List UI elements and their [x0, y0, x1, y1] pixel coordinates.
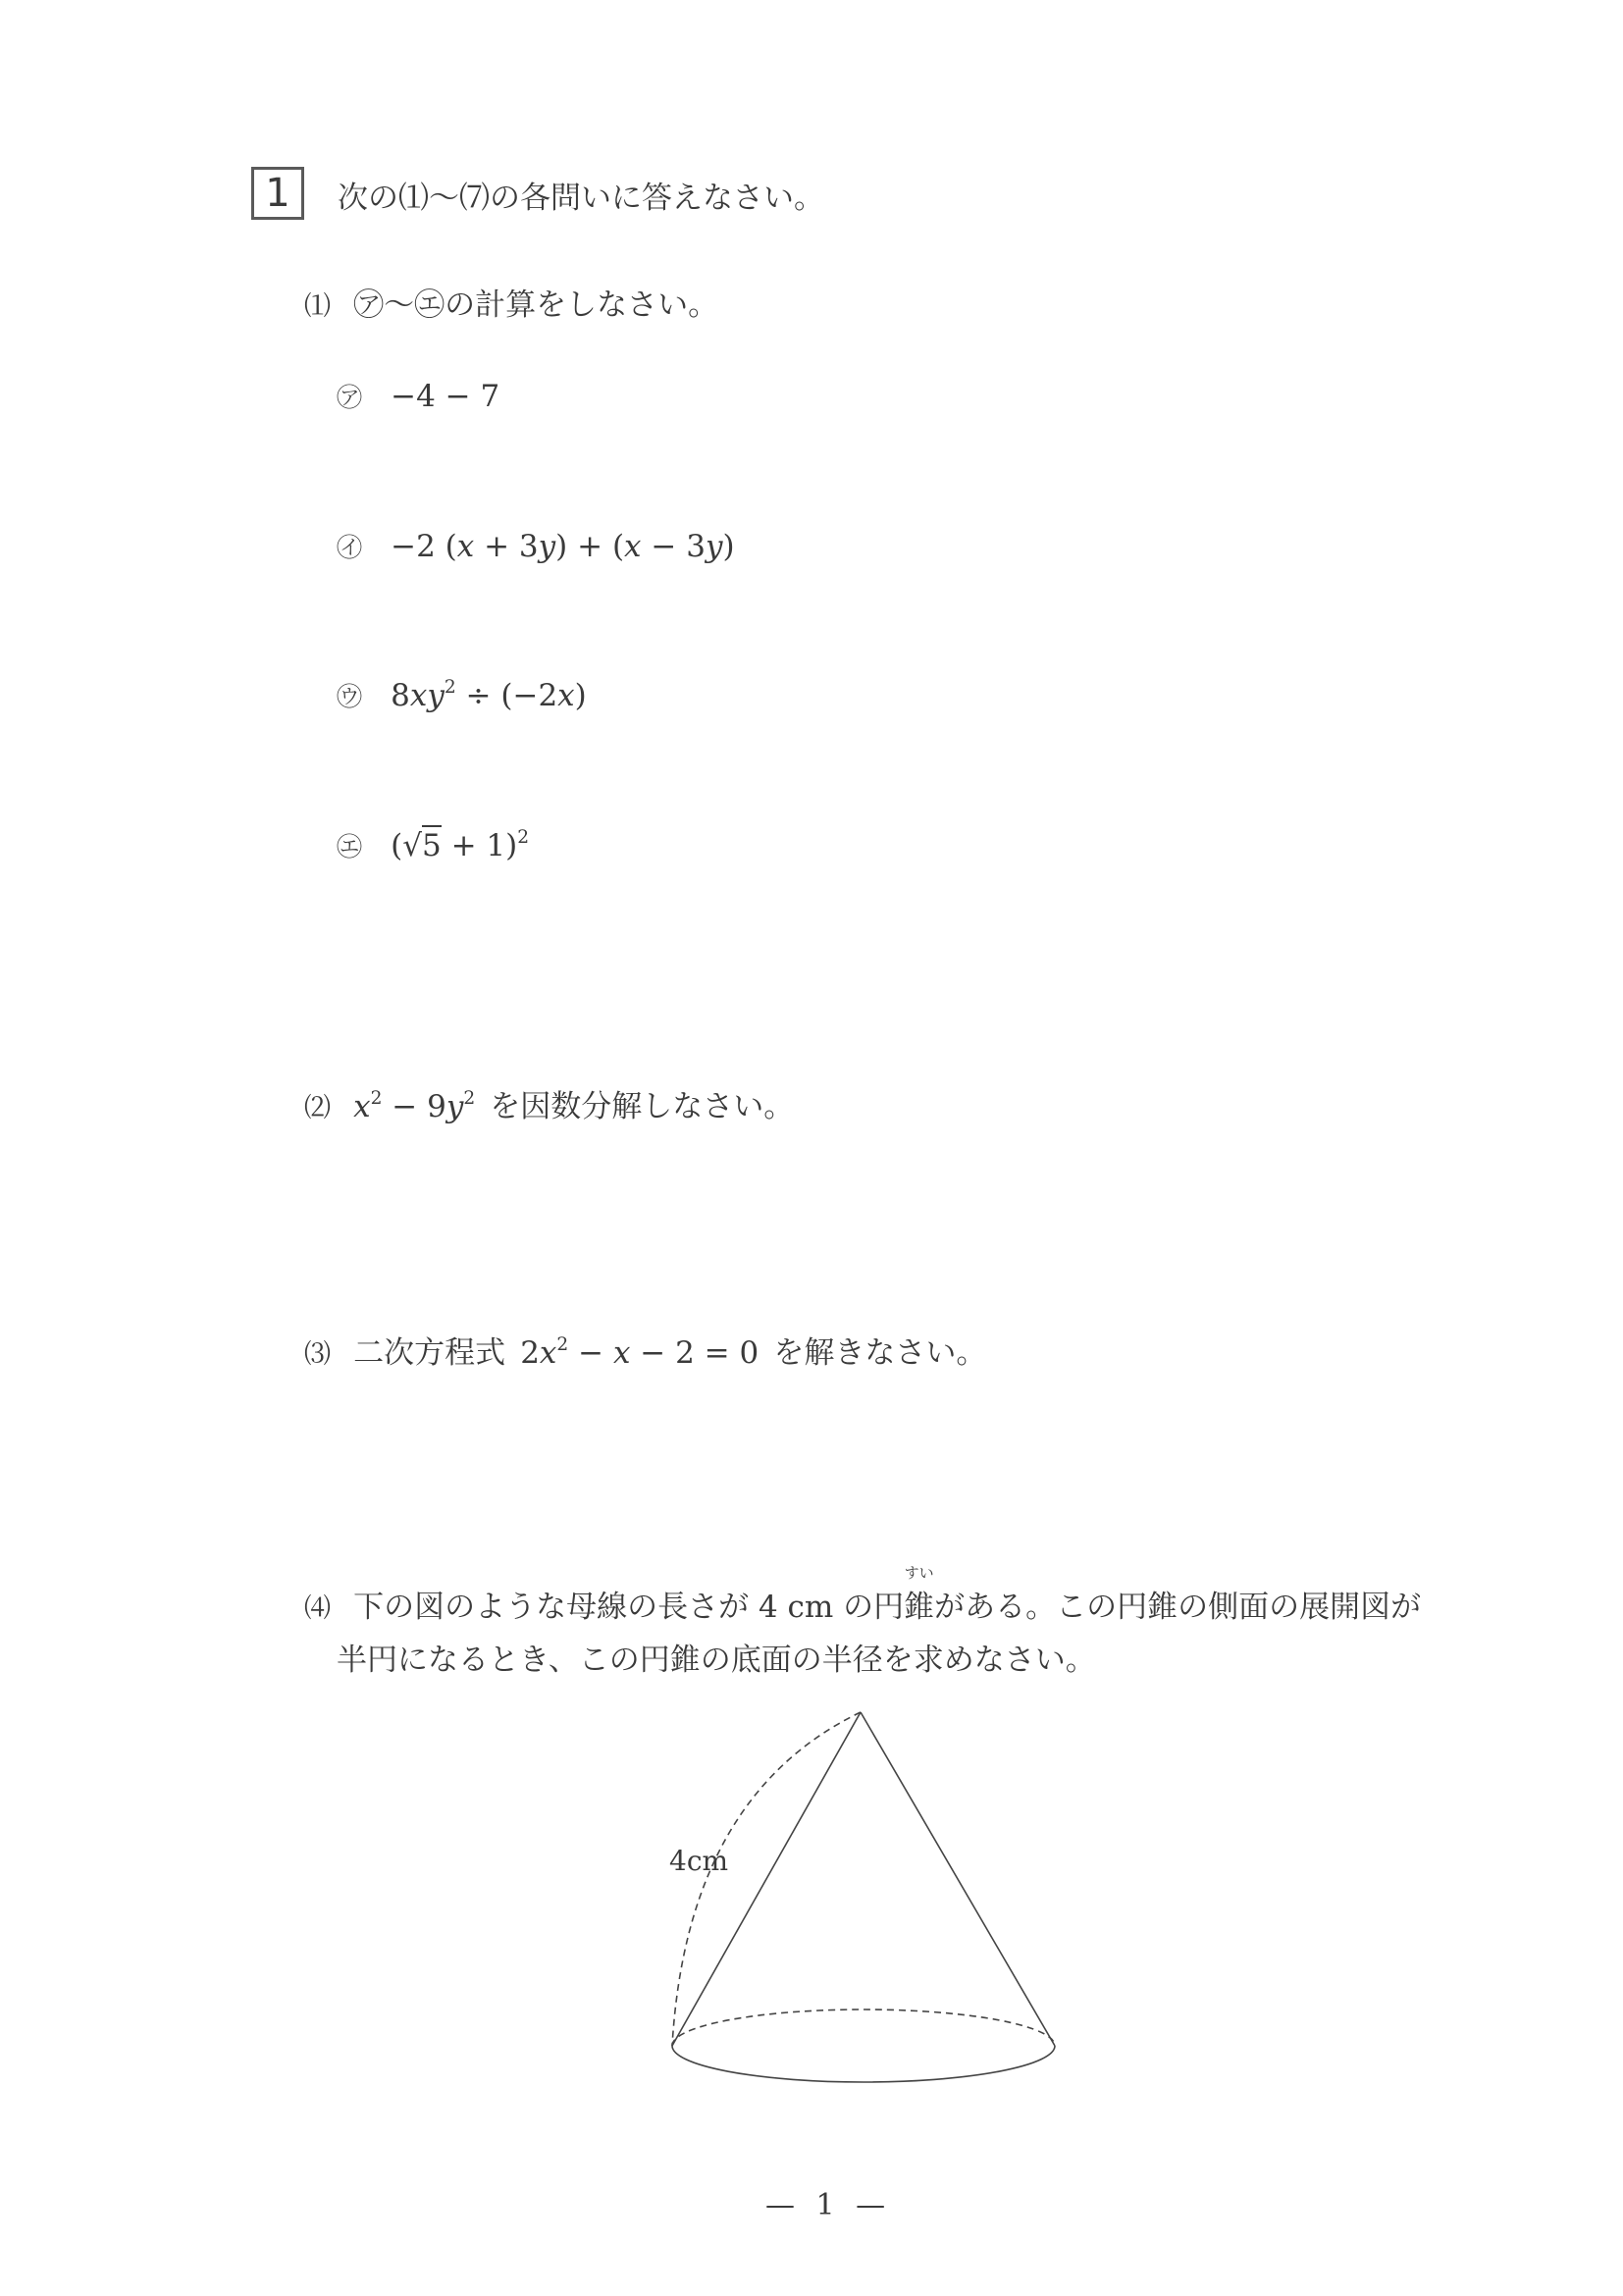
q1-item-c-expr: $8xy^2 \div (-2x)$: [391, 676, 587, 713]
q3-equation: $2x^2 - x - 2 = 0$: [520, 1333, 759, 1371]
q1-item-b-label: ㋑: [337, 534, 363, 563]
q1-header: [304, 280, 718, 324]
q1-text: ㋐〜㋓の計算をしなさい。: [353, 287, 719, 323]
q3-label: ⑶: [304, 1339, 331, 1370]
cone-right-edge: [861, 1712, 1055, 2046]
q4-kanji: 錐: [904, 1590, 935, 1625]
q1-item-d-label: ㋓: [337, 833, 363, 862]
question-instruction: 次の⑴〜⑺の各問いに答えなさい。: [338, 181, 824, 216]
q1-item-d-expr: $(√5 + 1)^2$: [391, 826, 530, 863]
q2: [304, 1081, 794, 1125]
q1-item-b-expr: −2 (x + 3y) + (x − 3y): [391, 529, 735, 564]
q2-label: ⑵: [304, 1093, 331, 1123]
q1-item-c: [337, 677, 587, 713]
q1-label: ⑴: [304, 291, 331, 322]
q4-line1: [304, 1564, 1422, 1626]
q3-text-before: 二次方程式: [353, 1335, 506, 1371]
q1-item-d: [337, 827, 529, 863]
page-number: — 1 —: [765, 2188, 892, 2222]
q4-text-a: 下の図のような母線の長さが 4 cm の円: [353, 1590, 905, 1625]
q3: [304, 1328, 986, 1372]
cone-left-edge: [672, 1712, 861, 2046]
q4-kanji-with-ruby: [904, 1564, 935, 1626]
q3-text-after: を解きなさい。: [773, 1335, 987, 1371]
q1-item-a-expr: −4 − 7: [391, 379, 500, 414]
q1-item-c-label: ㋒: [337, 683, 363, 712]
q2-text: を因数分解しなさい。: [490, 1089, 795, 1124]
q4-line2: 半円になるとき、この円錐の底面の半径を求めなさい。: [337, 1643, 1096, 1678]
q4-text-b: がある。この円錐の側面の展開図が: [934, 1590, 1422, 1625]
question-number-box: 1: [251, 167, 304, 220]
q2-expr: $x^2 - 9y^2$: [353, 1087, 476, 1124]
cone-base-back: [672, 2009, 1055, 2046]
q1-item-a-label: ㋐: [337, 384, 363, 413]
q1-item-a: [337, 378, 499, 414]
q4-label: ⑷: [304, 1593, 331, 1624]
q1-item-b: [337, 528, 735, 564]
q4-ruby: すい: [904, 1564, 934, 1582]
cone-figure: [628, 1688, 1079, 2100]
slant-length-label: 4cm: [669, 1845, 729, 1877]
cone-base-front: [672, 2046, 1055, 2082]
sqrt-symbol: √5: [402, 828, 442, 863]
